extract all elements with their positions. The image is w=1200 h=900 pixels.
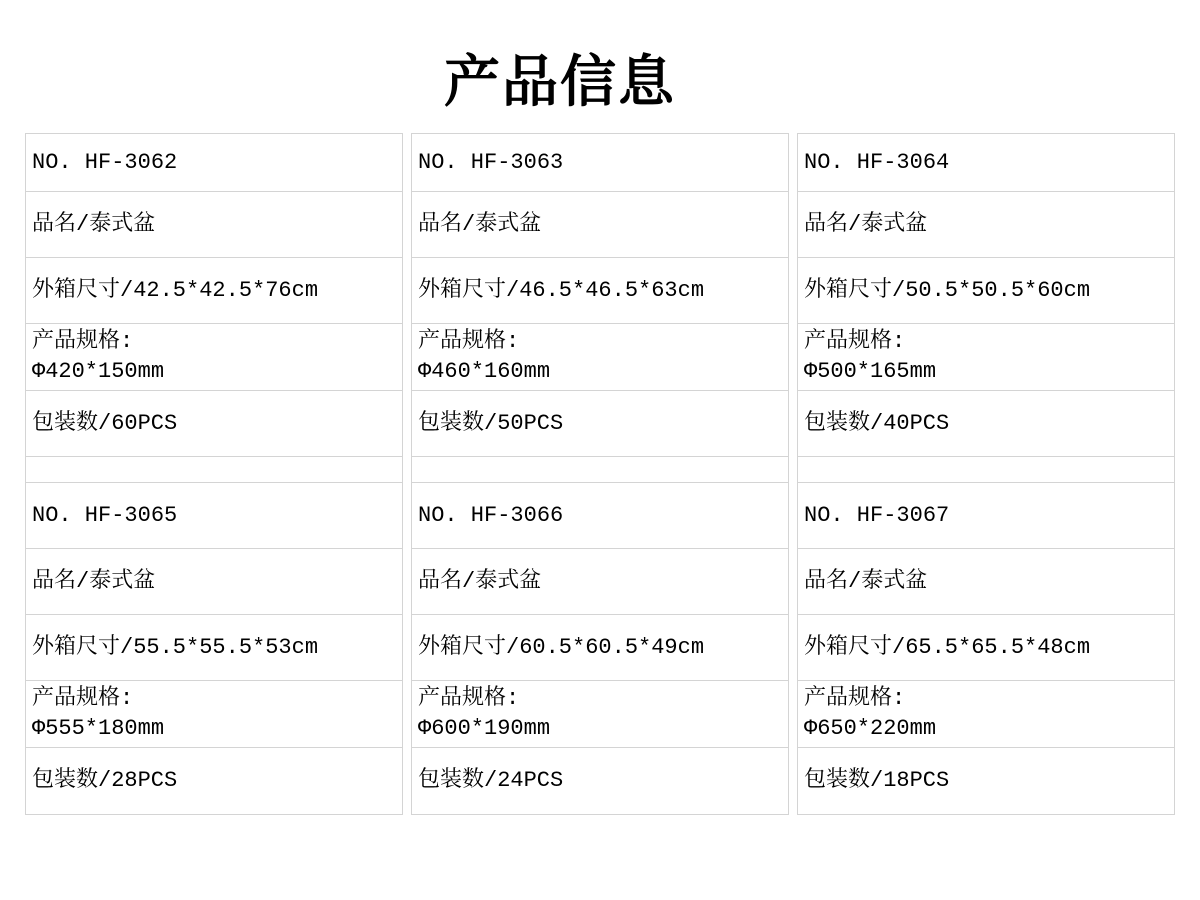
product-spec-label: 产品规格:	[32, 686, 134, 711]
product-carton: 外箱尺寸/46.5*46.5*63cm	[412, 258, 788, 324]
product-name: 品名/泰式盆	[412, 192, 788, 258]
product-packing: 包装数/60PCS	[26, 391, 402, 457]
product-spec-label: 产品规格:	[418, 686, 520, 711]
page-title: 产品信息	[444, 50, 676, 113]
spacer-row	[798, 457, 1174, 483]
product-spec-value: Φ500*165mm	[804, 359, 937, 384]
product-name: 品名/泰式盆	[798, 549, 1174, 615]
product-table-col2	[411, 133, 789, 815]
product-packing: 包装数/28PCS	[32, 768, 178, 793]
product-spec-value: Φ650*220mm	[804, 716, 937, 741]
product-spec-value: Φ555*180mm	[32, 716, 165, 741]
product-name: 品名/泰式盆	[412, 549, 788, 615]
product-spec	[798, 681, 1174, 748]
product-spec-label: 产品规格:	[804, 686, 906, 711]
product-carton: 外箱尺寸/60.5*60.5*49cm	[412, 615, 788, 681]
spacer-row	[26, 457, 402, 483]
product-name: 品名/泰式盆	[798, 192, 1174, 258]
product-no: NO. HF-3065	[26, 483, 402, 549]
product-no: NO. HF-3063	[412, 134, 788, 192]
product-no: NO. HF-3066	[412, 483, 788, 549]
product-packing: 包装数/24PCS	[418, 768, 564, 793]
product-name: 品名/泰式盆	[26, 192, 402, 258]
product-spec-value: Φ600*190mm	[418, 716, 551, 741]
product-spec-label: 产品规格:	[418, 329, 520, 354]
product-spec-label: 产品规格:	[32, 329, 134, 354]
product-spec-label: 产品规格:	[804, 329, 906, 354]
product-carton: 外箱尺寸/55.5*55.5*53cm	[26, 615, 402, 681]
product-carton: 外箱尺寸/42.5*42.5*76cm	[26, 258, 402, 324]
product-spec	[798, 324, 1174, 391]
spacer-row	[412, 457, 788, 483]
product-spec-value: Φ420*150mm	[32, 359, 165, 384]
product-table-col3	[797, 133, 1175, 815]
product-name: 品名/泰式盆	[26, 549, 402, 615]
product-packing: 包装数/50PCS	[412, 391, 788, 457]
product-spec	[26, 681, 402, 748]
product-no: NO. HF-3064	[798, 134, 1174, 192]
product-tables	[25, 133, 1175, 815]
product-spec	[412, 681, 788, 748]
product-no: NO. HF-3067	[798, 483, 1174, 549]
product-table-col1	[25, 133, 403, 815]
product-spec	[26, 324, 402, 391]
product-spec-value: Φ460*160mm	[418, 359, 551, 384]
product-no: NO. HF-3062	[26, 134, 402, 192]
product-spec	[412, 324, 788, 391]
product-carton: 外箱尺寸/65.5*65.5*48cm	[798, 615, 1174, 681]
product-carton: 外箱尺寸/50.5*50.5*60cm	[798, 258, 1174, 324]
product-packing: 包装数/18PCS	[804, 768, 950, 793]
product-packing: 包装数/40PCS	[798, 391, 1174, 457]
